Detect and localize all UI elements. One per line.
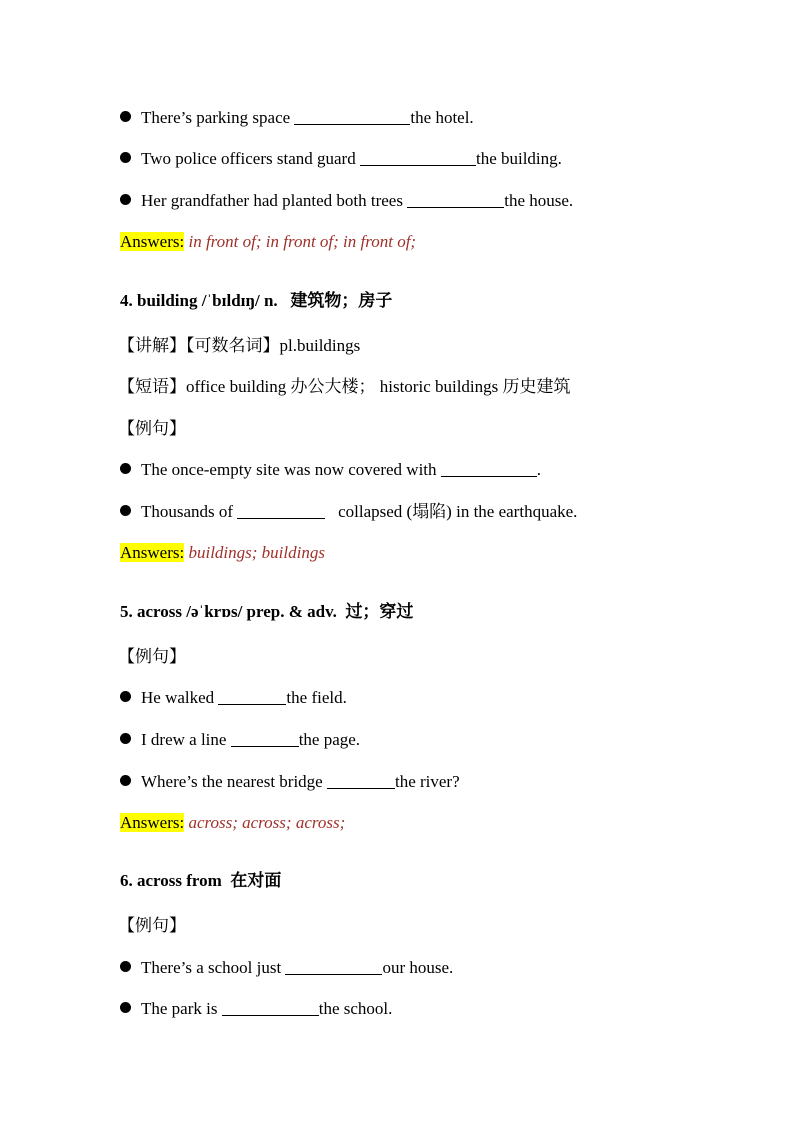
example-sentence: Thousands of collapsed (塌陷) in the earthquake.	[120, 501, 577, 523]
fill-blank	[360, 149, 476, 166]
examples-label: 【例句】	[118, 916, 186, 935]
fill-blank	[327, 772, 395, 789]
answers-line: Answers: in front of; in front of; in front of;	[120, 232, 417, 251]
fill-blank	[231, 730, 299, 747]
word-heading: 6. across from 在对面	[120, 871, 282, 890]
example-sentence: I drew a line the page.	[120, 729, 360, 751]
fill-blank	[407, 191, 504, 208]
example-sentence: There’s parking space the hotel.	[120, 107, 474, 129]
word-heading: 5. across /əˈkrɒs/ prep. & adv. 过；穿过	[120, 602, 414, 621]
fill-blank	[285, 958, 382, 975]
bullet-icon	[120, 463, 131, 474]
fill-blank	[294, 108, 410, 125]
example-sentence: Where’s the nearest bridge the river?	[120, 771, 460, 793]
fill-blank	[237, 502, 325, 519]
bullet-icon	[120, 152, 131, 163]
explanation: 【讲解】【可数名词】pl.buildings	[118, 336, 361, 355]
bullet-icon	[120, 691, 131, 702]
bullet-icon	[120, 194, 131, 205]
examples-label: 【例句】	[118, 647, 186, 666]
example-sentence: Her grandfather had planted both trees the house.	[120, 190, 573, 212]
answers-line: Answers: buildings; buildings	[120, 543, 325, 562]
example-sentence: He walked the field.	[120, 687, 347, 709]
example-sentence: The park is the school.	[120, 998, 392, 1020]
example-sentence: There’s a school just our house.	[120, 957, 453, 979]
fill-blank	[222, 999, 319, 1016]
bullet-icon	[120, 733, 131, 744]
word-heading: 4. building /ˈbɪldɪŋ/ n. 建筑物；房子	[120, 291, 393, 310]
examples-label: 【例句】	[118, 419, 186, 438]
fill-blank	[441, 460, 537, 477]
bullet-icon	[120, 111, 131, 122]
phrases: 【短语】office building 办公大楼； historic buildings 历史建筑	[118, 377, 571, 396]
bullet-icon	[120, 961, 131, 972]
bullet-icon	[120, 505, 131, 516]
fill-blank	[218, 688, 286, 705]
answers-line: Answers: across; across; across;	[120, 813, 346, 832]
example-sentence: Two police officers stand guard the building.	[120, 148, 562, 170]
bullet-icon	[120, 775, 131, 786]
example-sentence: The once-empty site was now covered with .	[120, 459, 541, 481]
bullet-icon	[120, 1002, 131, 1013]
